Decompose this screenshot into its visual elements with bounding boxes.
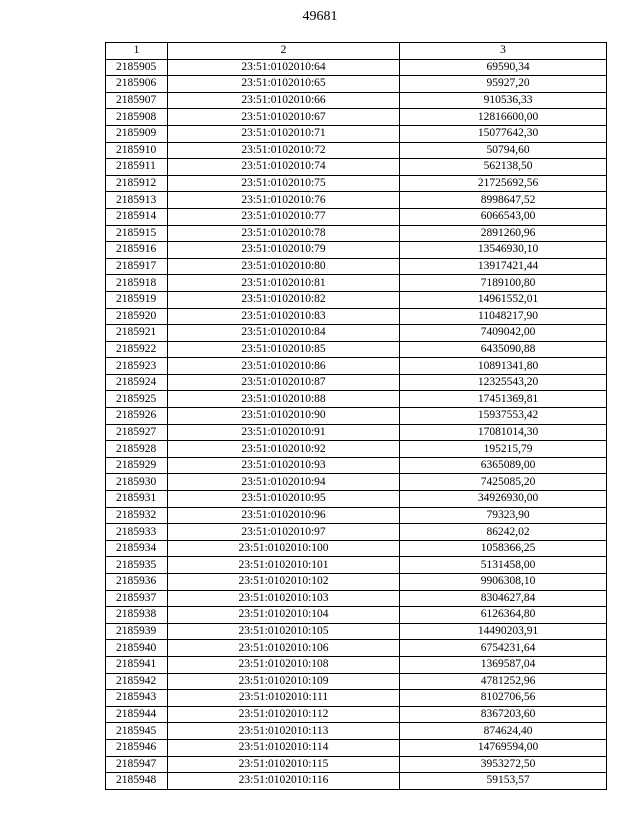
page-number: 49681 xyxy=(302,9,338,24)
cadastral-number-cell: 23:51:0102010:106 xyxy=(168,640,400,657)
value-cell: 9906308,10 xyxy=(400,574,607,591)
table-row xyxy=(106,358,607,375)
row-number-cell: 2185938 xyxy=(106,607,168,624)
row-number-cell: 2185911 xyxy=(106,159,168,176)
value-cell: 21725692,56 xyxy=(400,175,607,192)
value-cell: 7189100,80 xyxy=(400,275,607,292)
table-row xyxy=(106,524,607,541)
cadastral-number-cell: 23:51:0102010:78 xyxy=(168,225,400,242)
table-row xyxy=(106,59,607,76)
cadastral-number-cell: 23:51:0102010:80 xyxy=(168,258,400,275)
table-row xyxy=(106,756,607,773)
row-number-cell: 2185906 xyxy=(106,76,168,93)
value-cell: 14769594,00 xyxy=(400,739,607,756)
table-row xyxy=(106,142,607,159)
value-cell: 12816600,00 xyxy=(400,109,607,126)
cadastral-number-cell: 23:51:0102010:82 xyxy=(168,291,400,308)
row-number-cell: 2185933 xyxy=(106,524,168,541)
cadastral-number-cell: 23:51:0102010:112 xyxy=(168,706,400,723)
row-number-cell: 2185920 xyxy=(106,308,168,325)
cadastral-number-cell: 23:51:0102010:95 xyxy=(168,491,400,508)
row-number-cell: 2185916 xyxy=(106,242,168,259)
row-number-cell: 2185923 xyxy=(106,358,168,375)
header-col-2: 2 xyxy=(168,43,400,60)
row-number-cell: 2185926 xyxy=(106,408,168,425)
value-cell: 6435090,88 xyxy=(400,341,607,358)
cadastral-number-cell: 23:51:0102010:88 xyxy=(168,391,400,408)
cadastral-number-cell: 23:51:0102010:96 xyxy=(168,507,400,524)
value-cell: 69590,34 xyxy=(400,59,607,76)
cadastral-number-cell: 23:51:0102010:92 xyxy=(168,441,400,458)
value-cell: 79323,90 xyxy=(400,507,607,524)
row-number-cell: 2185919 xyxy=(106,291,168,308)
row-number-cell: 2185929 xyxy=(106,457,168,474)
table-row xyxy=(106,258,607,275)
value-cell: 13917421,44 xyxy=(400,258,607,275)
table-row xyxy=(106,325,607,342)
value-cell: 14961552,01 xyxy=(400,291,607,308)
value-cell: 1369587,04 xyxy=(400,656,607,673)
table-row xyxy=(106,557,607,574)
table-header xyxy=(106,43,607,60)
table-row xyxy=(106,308,607,325)
row-number-cell: 2185909 xyxy=(106,125,168,142)
header-col-3: 3 xyxy=(400,43,607,60)
row-number-cell: 2185905 xyxy=(106,59,168,76)
table-row xyxy=(106,391,607,408)
cadastral-number-cell: 23:51:0102010:64 xyxy=(168,59,400,76)
table-row xyxy=(106,109,607,126)
table-row xyxy=(106,656,607,673)
table-row xyxy=(106,424,607,441)
row-number-cell: 2185945 xyxy=(106,723,168,740)
row-number-cell: 2185931 xyxy=(106,491,168,508)
table-row xyxy=(106,540,607,557)
cadastral-number-cell: 23:51:0102010:81 xyxy=(168,275,400,292)
table-row xyxy=(106,574,607,591)
table-row xyxy=(106,208,607,225)
cadastral-number-cell: 23:51:0102010:66 xyxy=(168,92,400,109)
table-row xyxy=(106,723,607,740)
table-row xyxy=(106,590,607,607)
cadastral-number-cell: 23:51:0102010:115 xyxy=(168,756,400,773)
cadastral-number-cell: 23:51:0102010:85 xyxy=(168,341,400,358)
table-row xyxy=(106,92,607,109)
row-number-cell: 2185924 xyxy=(106,374,168,391)
cadastral-number-cell: 23:51:0102010:77 xyxy=(168,208,400,225)
value-cell: 12325543,20 xyxy=(400,374,607,391)
cadastral-number-cell: 23:51:0102010:90 xyxy=(168,408,400,425)
row-number-cell: 2185934 xyxy=(106,540,168,557)
table-row xyxy=(106,441,607,458)
table-row xyxy=(106,640,607,657)
cadastral-number-cell: 23:51:0102010:87 xyxy=(168,374,400,391)
value-cell: 5131458,00 xyxy=(400,557,607,574)
row-number-cell: 2185943 xyxy=(106,690,168,707)
cadastral-number-cell: 23:51:0102010:65 xyxy=(168,76,400,93)
row-number-cell: 2185946 xyxy=(106,739,168,756)
cadastral-number-cell: 23:51:0102010:84 xyxy=(168,325,400,342)
value-cell: 8304627,84 xyxy=(400,590,607,607)
cadastral-number-cell: 23:51:0102010:91 xyxy=(168,424,400,441)
value-cell: 3953272,50 xyxy=(400,756,607,773)
header-row xyxy=(106,43,607,60)
value-cell: 59153,57 xyxy=(400,773,607,790)
table-row xyxy=(106,159,607,176)
table-row xyxy=(106,739,607,756)
table-row xyxy=(106,275,607,292)
table-row xyxy=(106,242,607,259)
value-cell: 8998647,52 xyxy=(400,192,607,209)
value-cell: 195215,79 xyxy=(400,441,607,458)
value-cell: 8102706,56 xyxy=(400,690,607,707)
row-number-cell: 2185908 xyxy=(106,109,168,126)
cadastral-number-cell: 23:51:0102010:76 xyxy=(168,192,400,209)
value-cell: 7409042,00 xyxy=(400,325,607,342)
cadastral-number-cell: 23:51:0102010:103 xyxy=(168,590,400,607)
cadastral-number-cell: 23:51:0102010:100 xyxy=(168,540,400,557)
row-number-cell: 2185936 xyxy=(106,574,168,591)
cadastral-number-cell: 23:51:0102010:105 xyxy=(168,623,400,640)
value-cell: 6365089,00 xyxy=(400,457,607,474)
value-cell: 874624,40 xyxy=(400,723,607,740)
table-row xyxy=(106,341,607,358)
value-cell: 95927,20 xyxy=(400,76,607,93)
row-number-cell: 2185915 xyxy=(106,225,168,242)
row-number-cell: 2185921 xyxy=(106,325,168,342)
cadastral-number-cell: 23:51:0102010:116 xyxy=(168,773,400,790)
table-row xyxy=(106,673,607,690)
value-cell: 50794,60 xyxy=(400,142,607,159)
row-number-cell: 2185907 xyxy=(106,92,168,109)
table-row xyxy=(106,76,607,93)
table-row xyxy=(106,192,607,209)
value-cell: 15937553,42 xyxy=(400,408,607,425)
value-cell: 17081014,30 xyxy=(400,424,607,441)
row-number-cell: 2185941 xyxy=(106,656,168,673)
row-number-cell: 2185922 xyxy=(106,341,168,358)
value-cell: 6066543,00 xyxy=(400,208,607,225)
header-col-1: 1 xyxy=(106,43,168,60)
cadastral-number-cell: 23:51:0102010:67 xyxy=(168,109,400,126)
value-cell: 562138,50 xyxy=(400,159,607,176)
value-cell: 15077642,30 xyxy=(400,125,607,142)
table-row xyxy=(106,773,607,790)
table-row xyxy=(106,291,607,308)
row-number-cell: 2185939 xyxy=(106,623,168,640)
value-cell: 13546930,10 xyxy=(400,242,607,259)
table-row xyxy=(106,706,607,723)
row-number-cell: 2185914 xyxy=(106,208,168,225)
cadastral-number-cell: 23:51:0102010:83 xyxy=(168,308,400,325)
cadastral-number-cell: 23:51:0102010:93 xyxy=(168,457,400,474)
table-row xyxy=(106,623,607,640)
row-number-cell: 2185948 xyxy=(106,773,168,790)
cadastral-number-cell: 23:51:0102010:75 xyxy=(168,175,400,192)
cadastral-number-cell: 23:51:0102010:79 xyxy=(168,242,400,259)
value-cell: 1058366,25 xyxy=(400,540,607,557)
row-number-cell: 2185912 xyxy=(106,175,168,192)
value-cell: 34926930,00 xyxy=(400,491,607,508)
row-number-cell: 2185910 xyxy=(106,142,168,159)
row-number-cell: 2185927 xyxy=(106,424,168,441)
row-number-cell: 2185913 xyxy=(106,192,168,209)
cadastral-number-cell: 23:51:0102010:86 xyxy=(168,358,400,375)
row-number-cell: 2185918 xyxy=(106,275,168,292)
value-cell: 10891341,80 xyxy=(400,358,607,375)
table-row xyxy=(106,607,607,624)
table-body xyxy=(106,59,607,789)
cadastral-number-cell: 23:51:0102010:114 xyxy=(168,739,400,756)
row-number-cell: 2185932 xyxy=(106,507,168,524)
cadastral-number-cell: 23:51:0102010:72 xyxy=(168,142,400,159)
cadastral-number-cell: 23:51:0102010:94 xyxy=(168,474,400,491)
row-number-cell: 2185930 xyxy=(106,474,168,491)
row-number-cell: 2185925 xyxy=(106,391,168,408)
row-number-cell: 2185944 xyxy=(106,706,168,723)
table-row xyxy=(106,474,607,491)
cadastral-number-cell: 23:51:0102010:74 xyxy=(168,159,400,176)
value-cell: 14490203,91 xyxy=(400,623,607,640)
value-cell: 86242,02 xyxy=(400,524,607,541)
table-row xyxy=(106,374,607,391)
cadastral-number-cell: 23:51:0102010:102 xyxy=(168,574,400,591)
data-table xyxy=(105,42,607,790)
row-number-cell: 2185947 xyxy=(106,756,168,773)
value-cell: 4781252,96 xyxy=(400,673,607,690)
value-cell: 910536,33 xyxy=(400,92,607,109)
table-row xyxy=(106,125,607,142)
table-row xyxy=(106,491,607,508)
cadastral-number-cell: 23:51:0102010:71 xyxy=(168,125,400,142)
row-number-cell: 2185917 xyxy=(106,258,168,275)
value-cell: 2891260,96 xyxy=(400,225,607,242)
cadastral-number-cell: 23:51:0102010:104 xyxy=(168,607,400,624)
table-row xyxy=(106,457,607,474)
row-number-cell: 2185940 xyxy=(106,640,168,657)
row-number-cell: 2185928 xyxy=(106,441,168,458)
value-cell: 8367203,60 xyxy=(400,706,607,723)
table-row xyxy=(106,175,607,192)
value-cell: 6754231,64 xyxy=(400,640,607,657)
cadastral-number-cell: 23:51:0102010:109 xyxy=(168,673,400,690)
value-cell: 17451369,81 xyxy=(400,391,607,408)
cadastral-number-cell: 23:51:0102010:97 xyxy=(168,524,400,541)
value-cell: 6126364,80 xyxy=(400,607,607,624)
table-row xyxy=(106,225,607,242)
cadastral-number-cell: 23:51:0102010:111 xyxy=(168,690,400,707)
table-row xyxy=(106,507,607,524)
table-row xyxy=(106,408,607,425)
value-cell: 7425085,20 xyxy=(400,474,607,491)
cadastral-number-cell: 23:51:0102010:108 xyxy=(168,656,400,673)
row-number-cell: 2185942 xyxy=(106,673,168,690)
row-number-cell: 2185937 xyxy=(106,590,168,607)
cadastral-number-cell: 23:51:0102010:101 xyxy=(168,557,400,574)
table-row xyxy=(106,690,607,707)
value-cell: 11048217,90 xyxy=(400,308,607,325)
cadastral-number-cell: 23:51:0102010:113 xyxy=(168,723,400,740)
row-number-cell: 2185935 xyxy=(106,557,168,574)
